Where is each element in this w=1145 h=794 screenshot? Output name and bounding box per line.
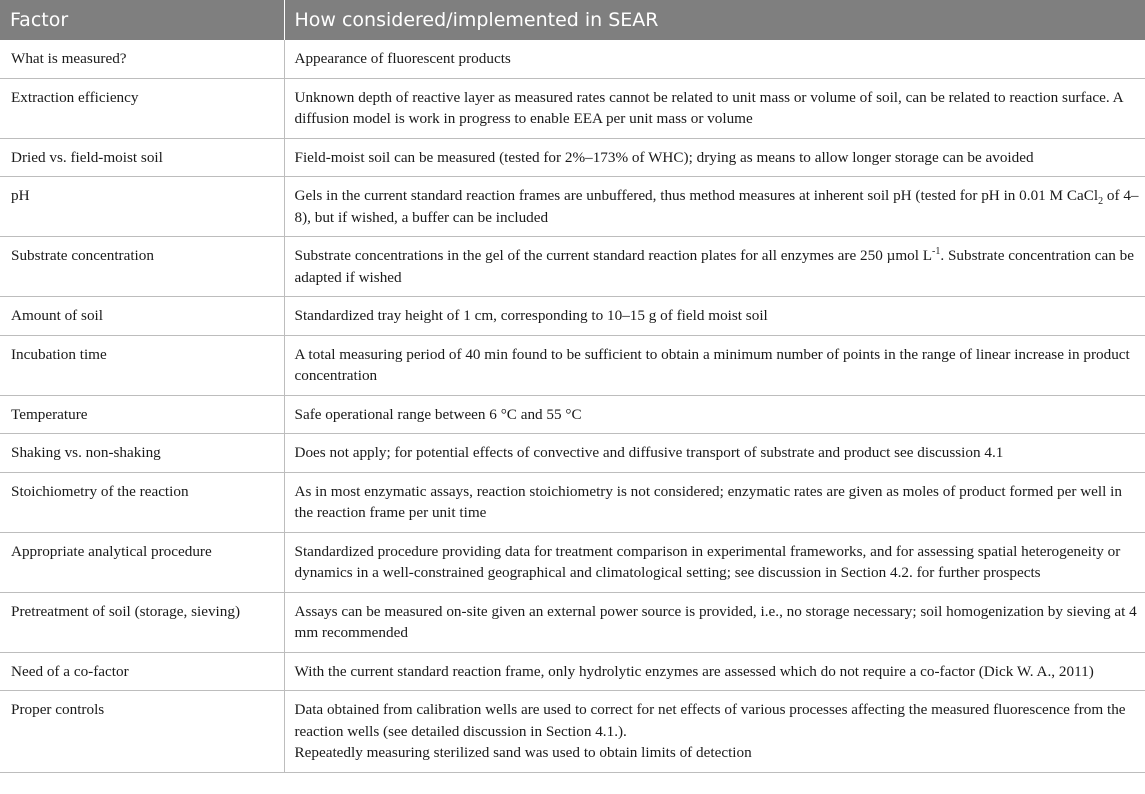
factor-cell: Dried vs. field-moist soil — [0, 138, 284, 177]
factor-cell: Incubation time — [0, 335, 284, 395]
table-row — [0, 592, 1145, 652]
table-row — [0, 297, 1145, 336]
description-cell: Does not apply; for potential effects of convective and diffusive transport of substrate and product see discussion 4.1 — [284, 434, 1145, 473]
description-cell: As in most enzymatic assays, reaction stoichiometry is not considered; enzymatic rates are given as moles of product formed per well in the reaction frame per unit time — [284, 472, 1145, 532]
description-text: Repeatedly measuring sterilized sand was used to obtain limits of detection — [294, 744, 752, 761]
table-row — [0, 237, 1145, 297]
factor-cell: Substrate concentration — [0, 237, 284, 297]
factor-cell: Need of a co-factor — [0, 652, 284, 691]
table-row — [0, 652, 1145, 691]
table-row — [0, 78, 1145, 138]
description-cell — [284, 691, 1145, 773]
superscript-text: -1 — [932, 245, 941, 257]
factor-cell: Extraction efficiency — [0, 78, 284, 138]
table-row — [0, 395, 1145, 434]
factor-cell: Temperature — [0, 395, 284, 434]
description-cell: Assays can be measured on-site given an external power source is provided, i.e., no storage necessary; soil homogenization by sieving at 4 mm recommended — [284, 592, 1145, 652]
description-cell: Appearance of fluorescent products — [284, 40, 1145, 78]
factor-cell: Shaking vs. non-shaking — [0, 434, 284, 473]
description-cell: With the current standard reaction frame, only hydrolytic enzymes are assessed which do not require a co-factor (Dick W. A., 2011) — [284, 652, 1145, 691]
factor-cell: Stoichiometry of the reaction — [0, 472, 284, 532]
description-cell — [284, 237, 1145, 297]
table-row — [0, 691, 1145, 773]
description-cell: A total measuring period of 40 min found to be sufficient to obtain a minimum number of points in the range of linear increase in product concentration — [284, 335, 1145, 395]
table-row — [0, 138, 1145, 177]
factor-cell: Pretreatment of soil (storage, sieving) — [0, 592, 284, 652]
table-header-row — [0, 0, 1145, 40]
factor-cell: Amount of soil — [0, 297, 284, 336]
factor-cell: Appropriate analytical procedure — [0, 532, 284, 592]
description-text: Substrate concentrations in the gel of the current standard reaction plates for all enzymes are 250 µmol L — [294, 247, 933, 264]
factor-cell: Proper controls — [0, 691, 284, 773]
description-cell: Standardized tray height of 1 cm, corresponding to 10–15 g of field moist soil — [284, 297, 1145, 336]
description-text: Gels in the current standard reaction frames are unbuffered, thus method measures at inherent soil pH (tested for pH in 0.01 M CaCl — [294, 187, 1099, 204]
description-text: . Substrate concentration can be adapted if wished — [294, 247, 1134, 286]
description-cell: Field-moist soil can be measured (tested for 2%–173% of WHC); drying as means to allow longer storage can be avoided — [284, 138, 1145, 177]
subscript-text: 2 — [1098, 196, 1104, 208]
header-factor: Factor — [0, 0, 284, 40]
table-row — [0, 434, 1145, 473]
description-cell: Safe operational range between 6 °C and 55 °C — [284, 395, 1145, 434]
description-cell: Standardized procedure providing data for treatment comparison in experimental frameworks, and for assessing spatial heterogeneity or dynamics in a well-constrained geographical and climatological setting; see discussion in Section 4.2. for further prospects — [284, 532, 1145, 592]
description-text: Data obtained from calibration wells are used to correct for net effects of various processes affecting the measured fluorescence from the reaction wells (see detailed discussion in Section 4.1.). — [294, 701, 1126, 740]
table-row — [0, 472, 1145, 532]
description-cell: Unknown depth of reactive layer as measured rates cannot be related to unit mass or volume of soil, can be related to reaction surface. A diffusion model is work in progress to enable EEA per unit mass or volume — [284, 78, 1145, 138]
header-how-considered: How considered/implemented in SEAR — [284, 0, 1145, 40]
table-row — [0, 335, 1145, 395]
table-row — [0, 532, 1145, 592]
factor-cell: pH — [0, 177, 284, 237]
description-text: of 4–8), but if wished, a buffer can be included — [294, 187, 1139, 226]
description-cell — [284, 177, 1145, 237]
table-row — [0, 40, 1145, 78]
factor-cell: What is measured? — [0, 40, 284, 78]
table-row — [0, 177, 1145, 237]
